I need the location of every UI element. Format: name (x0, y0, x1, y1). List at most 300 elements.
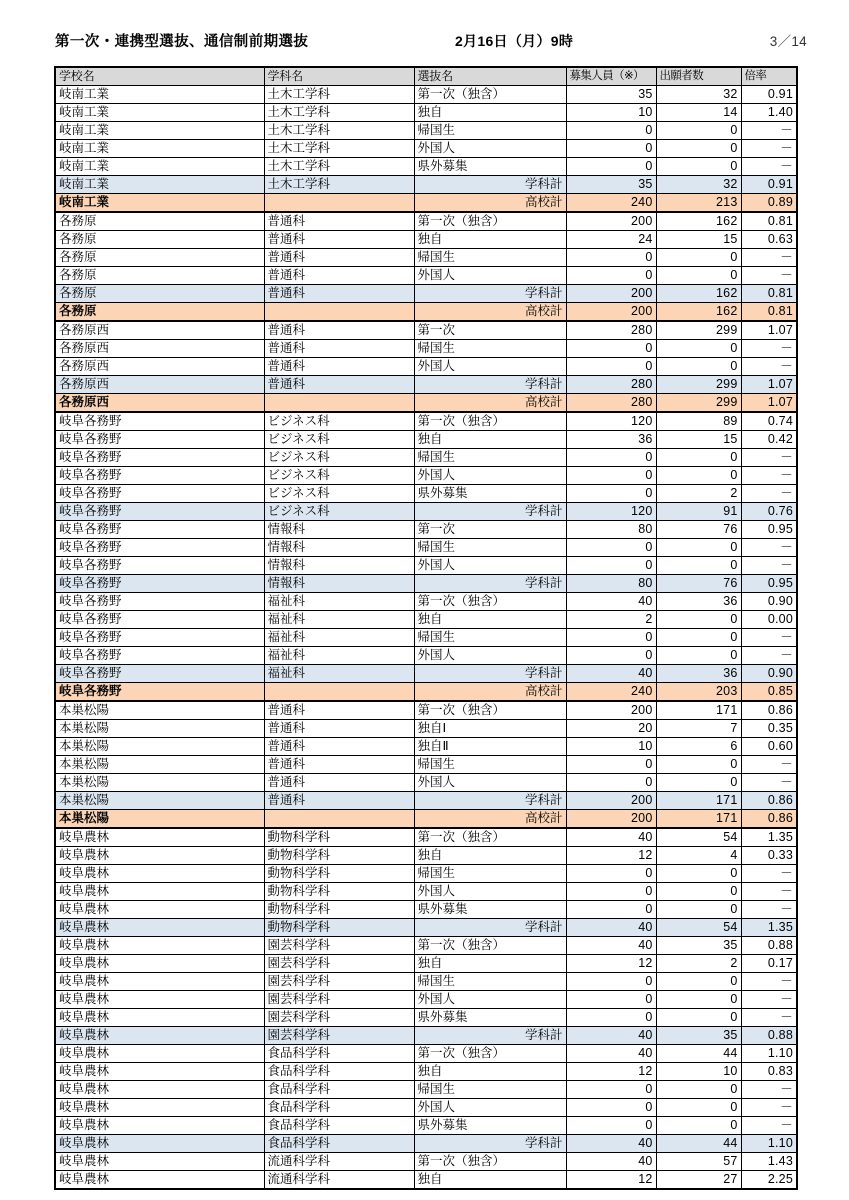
cell-applicants: 0 (656, 467, 741, 485)
cell-ratio: － (741, 883, 797, 901)
cell-selection: 外国人 (414, 883, 566, 901)
cell-ratio: 0.86 (741, 810, 797, 829)
cell-ratio: 0.95 (741, 575, 797, 593)
cell-school: 岐南工業 (55, 140, 264, 158)
cell-school: 岐阜農林 (55, 847, 264, 865)
cell-ratio: 1.10 (741, 1135, 797, 1153)
cell-school: 岐阜各務野 (55, 503, 264, 521)
col-header-department: 学科名 (264, 67, 414, 86)
cell-applicants: 0 (656, 539, 741, 557)
cell-school: 各務原 (55, 267, 264, 285)
cell-ratio: 0.33 (741, 847, 797, 865)
cell-quota: 0 (566, 865, 656, 883)
cell-applicants: 0 (656, 358, 741, 376)
cell-quota: 36 (566, 431, 656, 449)
cell-selection: 帰国生 (414, 973, 566, 991)
cell-quota: 0 (566, 1081, 656, 1099)
cell-department: 動物科学科 (264, 883, 414, 901)
cell-quota: 0 (566, 991, 656, 1009)
cell-selection: 第一次（独含） (414, 212, 566, 231)
cell-quota: 200 (566, 792, 656, 810)
cell-department: 流通科学科 (264, 1153, 414, 1171)
cell-selection: 帰国生 (414, 122, 566, 140)
cell-department: 動物科学科 (264, 847, 414, 865)
cell-applicants: 171 (656, 810, 741, 829)
cell-selection: 独自 (414, 104, 566, 122)
cell-school: 岐阜農林 (55, 1099, 264, 1117)
cell-quota: 240 (566, 194, 656, 213)
cell-quota: 0 (566, 973, 656, 991)
cell-selection: 学科計 (414, 285, 566, 303)
table-row (55, 1009, 797, 1027)
cell-school: 各務原 (55, 285, 264, 303)
cell-quota: 0 (566, 1009, 656, 1027)
cell-selection: 学科計 (414, 792, 566, 810)
cell-selection: 外国人 (414, 774, 566, 792)
cell-applicants: 10 (656, 1063, 741, 1081)
table-row (55, 865, 797, 883)
cell-ratio: 0.89 (741, 194, 797, 213)
cell-applicants: 0 (656, 158, 741, 176)
cell-quota: 0 (566, 1099, 656, 1117)
cell-department: 普通科 (264, 738, 414, 756)
cell-department: 普通科 (264, 774, 414, 792)
cell-school: 岐南工業 (55, 122, 264, 140)
cell-applicants: 14 (656, 104, 741, 122)
cell-department (264, 394, 414, 413)
cell-applicants: 0 (656, 901, 741, 919)
cell-department: 園芸科学科 (264, 1009, 414, 1027)
cell-selection: 独自 (414, 847, 566, 865)
cell-quota: 0 (566, 1117, 656, 1135)
cell-quota: 40 (566, 1027, 656, 1045)
table-head (55, 67, 797, 86)
table-row (55, 883, 797, 901)
cell-school: 岐阜農林 (55, 973, 264, 991)
cell-department: 普通科 (264, 249, 414, 267)
table-row (55, 738, 797, 756)
cell-quota: 20 (566, 720, 656, 738)
cell-department: 土木工学科 (264, 122, 414, 140)
table-row (55, 249, 797, 267)
table-row (55, 431, 797, 449)
cell-applicants: 32 (656, 176, 741, 194)
cell-ratio: 0.81 (741, 212, 797, 231)
cell-ratio: 0.88 (741, 937, 797, 955)
cell-applicants: 299 (656, 376, 741, 394)
cell-selection: 県外募集 (414, 1117, 566, 1135)
cell-applicants: 2 (656, 955, 741, 973)
table-row (55, 919, 797, 937)
cell-department: 土木工学科 (264, 176, 414, 194)
cell-quota: 40 (566, 1135, 656, 1153)
cell-department: 食品科学科 (264, 1099, 414, 1117)
cell-ratio: 1.40 (741, 104, 797, 122)
cell-ratio: 0.91 (741, 176, 797, 194)
cell-school: 岐阜農林 (55, 1009, 264, 1027)
table-row (55, 1171, 797, 1190)
cell-school: 岐南工業 (55, 176, 264, 194)
table-row (55, 212, 797, 231)
cell-ratio: 1.07 (741, 376, 797, 394)
cell-school: 岐南工業 (55, 86, 264, 104)
cell-ratio: － (741, 901, 797, 919)
table-row (55, 828, 797, 847)
table-row (55, 973, 797, 991)
cell-selection: 学科計 (414, 503, 566, 521)
cell-selection: 独自 (414, 955, 566, 973)
cell-applicants: 171 (656, 792, 741, 810)
table-row (55, 701, 797, 720)
cell-department: 土木工学科 (264, 104, 414, 122)
table-row (55, 1045, 797, 1063)
cell-applicants: 162 (656, 285, 741, 303)
cell-department: 福祉科 (264, 665, 414, 683)
cell-department: 普通科 (264, 267, 414, 285)
cell-department: 普通科 (264, 756, 414, 774)
cell-department: 普通科 (264, 792, 414, 810)
cell-applicants: 0 (656, 756, 741, 774)
cell-selection: 高校計 (414, 194, 566, 213)
cell-selection: 第一次（独含） (414, 593, 566, 611)
cell-school: 岐阜各務野 (55, 521, 264, 539)
cell-school: 各務原西 (55, 358, 264, 376)
table-row (55, 321, 797, 340)
cell-department: 食品科学科 (264, 1063, 414, 1081)
cell-selection: 独自 (414, 431, 566, 449)
cell-quota: 0 (566, 647, 656, 665)
cell-applicants: 57 (656, 1153, 741, 1171)
cell-school: 岐阜各務野 (55, 485, 264, 503)
cell-ratio: － (741, 1009, 797, 1027)
cell-applicants: 44 (656, 1045, 741, 1063)
cell-selection: 県外募集 (414, 158, 566, 176)
cell-applicants: 0 (656, 1099, 741, 1117)
cell-school: 岐阜農林 (55, 1171, 264, 1190)
cell-school: 岐阜各務野 (55, 629, 264, 647)
cell-selection: 独自 (414, 231, 566, 249)
cell-applicants: 171 (656, 701, 741, 720)
table-header-row (55, 67, 797, 86)
cell-school: 岐阜各務野 (55, 665, 264, 683)
cell-quota: 0 (566, 539, 656, 557)
cell-selection: 県外募集 (414, 1009, 566, 1027)
cell-ratio: － (741, 629, 797, 647)
cell-applicants: 0 (656, 267, 741, 285)
cell-ratio: － (741, 249, 797, 267)
cell-quota: 200 (566, 285, 656, 303)
cell-applicants: 0 (656, 991, 741, 1009)
cell-ratio: － (741, 1081, 797, 1099)
table-row (55, 1063, 797, 1081)
table-row (55, 376, 797, 394)
cell-department: 動物科学科 (264, 865, 414, 883)
table-row (55, 756, 797, 774)
cell-applicants: 15 (656, 231, 741, 249)
table-row (55, 774, 797, 792)
cell-school: 岐阜各務野 (55, 683, 264, 702)
table-row (55, 647, 797, 665)
col-header-selection: 選抜名 (414, 67, 566, 86)
cell-selection: 県外募集 (414, 485, 566, 503)
cell-applicants: 299 (656, 321, 741, 340)
cell-applicants: 0 (656, 774, 741, 792)
table-row (55, 194, 797, 213)
table-row (55, 901, 797, 919)
cell-ratio: 1.07 (741, 394, 797, 413)
cell-ratio: 0.17 (741, 955, 797, 973)
cell-ratio: － (741, 647, 797, 665)
cell-selection: 外国人 (414, 557, 566, 575)
cell-applicants: 35 (656, 937, 741, 955)
table-row (55, 539, 797, 557)
cell-department: 情報科 (264, 575, 414, 593)
cell-selection: 第一次 (414, 521, 566, 539)
cell-ratio: 1.07 (741, 321, 797, 340)
cell-ratio: 0.86 (741, 792, 797, 810)
cell-school: 岐阜農林 (55, 991, 264, 1009)
cell-school: 本巣松陽 (55, 810, 264, 829)
cell-quota: 0 (566, 774, 656, 792)
table-row (55, 122, 797, 140)
cell-applicants: 89 (656, 412, 741, 431)
table-row (55, 358, 797, 376)
cell-applicants: 203 (656, 683, 741, 702)
col-header-ratio: 倍率 (741, 67, 797, 86)
cell-applicants: 0 (656, 449, 741, 467)
table-row (55, 593, 797, 611)
cell-applicants: 54 (656, 828, 741, 847)
cell-applicants: 76 (656, 575, 741, 593)
cell-selection: 第一次（独含） (414, 937, 566, 955)
cell-ratio: 0.60 (741, 738, 797, 756)
cell-school: 岐南工業 (55, 158, 264, 176)
cell-quota: 0 (566, 629, 656, 647)
table-row (55, 1135, 797, 1153)
table-row (55, 285, 797, 303)
cell-school: 岐阜農林 (55, 1063, 264, 1081)
cell-quota: 0 (566, 340, 656, 358)
cell-quota: 40 (566, 919, 656, 937)
cell-quota: 80 (566, 521, 656, 539)
col-header-school: 学校名 (55, 67, 264, 86)
cell-ratio: 0.00 (741, 611, 797, 629)
cell-applicants: 0 (656, 1117, 741, 1135)
cell-ratio: 0.86 (741, 701, 797, 720)
table-row (55, 394, 797, 413)
cell-applicants: 0 (656, 122, 741, 140)
document-date: 2月16日（月）9時 (455, 33, 574, 49)
cell-ratio: － (741, 774, 797, 792)
cell-school: 岐阜各務野 (55, 431, 264, 449)
cell-school: 岐阜農林 (55, 901, 264, 919)
cell-selection: 外国人 (414, 358, 566, 376)
cell-quota: 40 (566, 1153, 656, 1171)
table-row (55, 176, 797, 194)
cell-school: 岐阜農林 (55, 865, 264, 883)
cell-school: 岐阜各務野 (55, 557, 264, 575)
cell-department: 普通科 (264, 720, 414, 738)
cell-ratio: 1.35 (741, 919, 797, 937)
cell-quota: 35 (566, 176, 656, 194)
table-row (55, 86, 797, 104)
table-row (55, 810, 797, 829)
cell-school: 本巣松陽 (55, 701, 264, 720)
cell-applicants: 27 (656, 1171, 741, 1190)
cell-department: 流通科学科 (264, 1171, 414, 1190)
cell-ratio: 0.88 (741, 1027, 797, 1045)
cell-quota: 0 (566, 267, 656, 285)
cell-selection: 第一次 (414, 321, 566, 340)
cell-school: 本巣松陽 (55, 720, 264, 738)
cell-applicants: 0 (656, 647, 741, 665)
cell-applicants: 299 (656, 394, 741, 413)
cell-quota: 200 (566, 810, 656, 829)
cell-department: 園芸科学科 (264, 1027, 414, 1045)
cell-selection: 高校計 (414, 394, 566, 413)
cell-school: 各務原 (55, 231, 264, 249)
cell-applicants: 0 (656, 140, 741, 158)
cell-selection: 帰国生 (414, 249, 566, 267)
cell-ratio: 0.76 (741, 503, 797, 521)
table-row (55, 665, 797, 683)
cell-applicants: 0 (656, 865, 741, 883)
table-row (55, 847, 797, 865)
cell-department: 普通科 (264, 701, 414, 720)
cell-department: 福祉科 (264, 647, 414, 665)
cell-school: 岐阜農林 (55, 1153, 264, 1171)
cell-ratio: 0.90 (741, 593, 797, 611)
cell-department: ビジネス科 (264, 467, 414, 485)
cell-ratio: 0.91 (741, 86, 797, 104)
cell-school: 本巣松陽 (55, 756, 264, 774)
cell-selection: 学科計 (414, 1135, 566, 1153)
cell-selection: 高校計 (414, 303, 566, 322)
cell-school: 岐南工業 (55, 194, 264, 213)
cell-ratio: － (741, 358, 797, 376)
table-row (55, 955, 797, 973)
cell-department (264, 683, 414, 702)
cell-applicants: 0 (656, 973, 741, 991)
cell-quota: 0 (566, 140, 656, 158)
cell-school: 岐阜各務野 (55, 467, 264, 485)
table-row (55, 267, 797, 285)
cell-ratio: － (741, 267, 797, 285)
cell-school: 岐阜各務野 (55, 647, 264, 665)
table-row (55, 467, 797, 485)
table-row (55, 412, 797, 431)
cell-department: 土木工学科 (264, 158, 414, 176)
cell-school: 各務原西 (55, 394, 264, 413)
table-row (55, 991, 797, 1009)
cell-quota: 0 (566, 883, 656, 901)
cell-quota: 12 (566, 955, 656, 973)
cell-selection: 帰国生 (414, 1081, 566, 1099)
cell-school: 岐阜各務野 (55, 412, 264, 431)
cell-department: 動物科学科 (264, 901, 414, 919)
cell-applicants: 0 (656, 340, 741, 358)
table-row (55, 303, 797, 322)
cell-department: 普通科 (264, 212, 414, 231)
cell-selection: 独自Ⅱ (414, 738, 566, 756)
admissions-table (54, 66, 798, 1190)
table-row (55, 557, 797, 575)
cell-quota: 200 (566, 303, 656, 322)
cell-ratio: 0.81 (741, 303, 797, 322)
cell-quota: 0 (566, 756, 656, 774)
cell-department: 土木工学科 (264, 140, 414, 158)
cell-quota: 0 (566, 467, 656, 485)
cell-quota: 0 (566, 358, 656, 376)
cell-department: 食品科学科 (264, 1081, 414, 1099)
table-row (55, 521, 797, 539)
table-row (55, 140, 797, 158)
table-row (55, 1099, 797, 1117)
cell-department: 普通科 (264, 231, 414, 249)
cell-quota: 0 (566, 485, 656, 503)
cell-ratio: 0.42 (741, 431, 797, 449)
cell-applicants: 76 (656, 521, 741, 539)
cell-applicants: 36 (656, 593, 741, 611)
cell-ratio: － (741, 158, 797, 176)
cell-quota: 0 (566, 158, 656, 176)
cell-quota: 24 (566, 231, 656, 249)
cell-quota: 280 (566, 394, 656, 413)
admissions-table-wrapper (54, 66, 796, 1190)
cell-selection: 外国人 (414, 647, 566, 665)
table-row (55, 937, 797, 955)
document-title: 第一次・連携型選抜、通信制前期選抜 (55, 34, 309, 50)
cell-selection: 独自 (414, 1171, 566, 1190)
cell-quota: 0 (566, 901, 656, 919)
cell-school: 各務原西 (55, 321, 264, 340)
cell-selection: 帰国生 (414, 865, 566, 883)
cell-applicants: 0 (656, 557, 741, 575)
cell-quota: 12 (566, 847, 656, 865)
table-row (55, 1153, 797, 1171)
cell-department: 福祉科 (264, 611, 414, 629)
cell-department: ビジネス科 (264, 431, 414, 449)
cell-selection: 学科計 (414, 665, 566, 683)
cell-selection: 帰国生 (414, 539, 566, 557)
table-row (55, 792, 797, 810)
cell-department: 動物科学科 (264, 919, 414, 937)
cell-selection: 学科計 (414, 919, 566, 937)
cell-school: 岐阜各務野 (55, 449, 264, 467)
table-row (55, 629, 797, 647)
cell-quota: 10 (566, 738, 656, 756)
cell-school: 各務原西 (55, 340, 264, 358)
cell-ratio: － (741, 1117, 797, 1135)
cell-selection: 高校計 (414, 810, 566, 829)
table-row (55, 1081, 797, 1099)
cell-department: 普通科 (264, 340, 414, 358)
cell-department: 園芸科学科 (264, 955, 414, 973)
table-row (55, 485, 797, 503)
cell-selection: 学科計 (414, 575, 566, 593)
cell-selection: 第一次（独含） (414, 412, 566, 431)
cell-quota: 80 (566, 575, 656, 593)
table-row (55, 575, 797, 593)
cell-applicants: 0 (656, 611, 741, 629)
cell-applicants: 36 (656, 665, 741, 683)
cell-department (264, 810, 414, 829)
cell-selection: 外国人 (414, 467, 566, 485)
cell-school: 岐阜農林 (55, 1027, 264, 1045)
table-row (55, 503, 797, 521)
cell-applicants: 213 (656, 194, 741, 213)
page-number: 3／14 (769, 34, 807, 49)
